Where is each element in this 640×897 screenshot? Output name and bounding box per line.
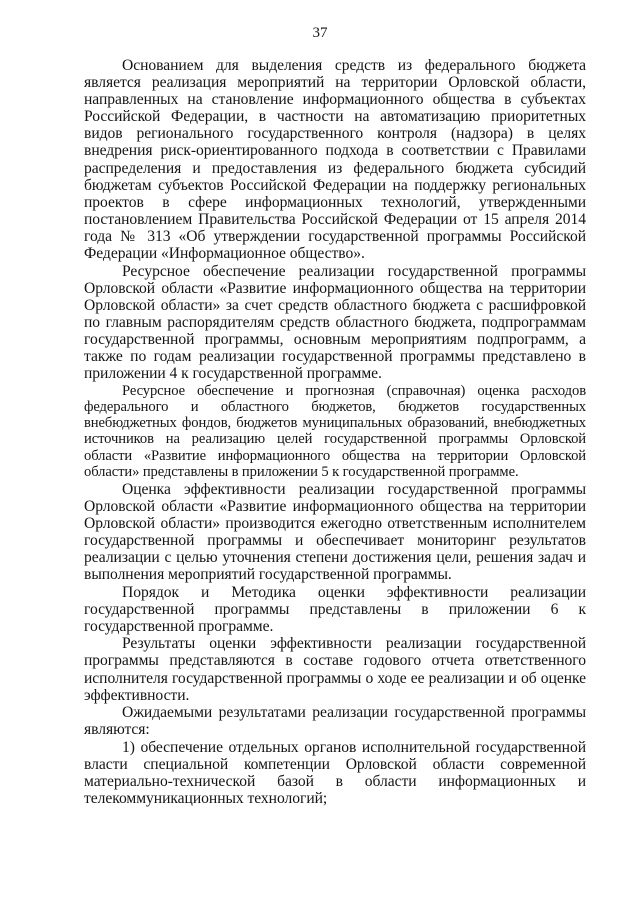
body-text	[84, 57, 586, 807]
paragraph-regional-budget-resources: Ресурсное обеспечение реализации государственной программы Орловской области «Развитие информационного общества на территории Орловской области» за счет средств областного бюджета с расшифровкой по главным распорядителям средств областного бюджета, подпрограммам государственной программы, основным мероприятиям подпрограмм, а также по годам реализации государственной программы представлено в приложении 4 к государственной программе.	[84, 262, 586, 383]
paragraph-funding-basis: Основанием для выделения средств из федерального бюджета является реализация мероприятий на территории Орловской области, направленных на становление информационного общества в субъектах Российской Федерации, в частности на автоматизацию приоритетных видов регионального государственного контроля (надзора) в целях внедрения риск-ориентированного подхода в соответствии с Правилами распределения и предоставления из федерального бюджета субсидий бюджетам субъектов Российской Федерации на поддержку региональных проектов в сфере информационных технологий, утвержденными постановлением Правительства Российской Федерации от 15 апреля 2014 года № 313 «Об утверждении государственной программы Российской Федерации «Информационное общество».	[84, 57, 586, 263]
paragraph-expected-results: Ожидаемыми результатами реализации государственной программы являются:	[84, 704, 586, 739]
paragraph-methodology: Порядок и Методика оценки эффективности реализации государственной программы представлены в приложении 6 к государственной программе.	[84, 583, 586, 635]
paragraph-forecast-estimate: Ресурсное обеспечение и прогнозная (справочная) оценка расходов федерального и областного бюджетов, бюджетов государственных внебюджетных фондов, бюджетов муниципальных образований, внебюджетных источников на реализацию целей государственной программы Орловской области «Развитие информационного общества на территории Орловской области» представлены в приложении 5 к государственной программе.	[84, 382, 586, 480]
paragraph-effectiveness-evaluation: Оценка эффективности реализации государственной программы Орловской области «Развитие информационного общества на территории Орловской области» производится ежегодно ответственным исполнителем государственной программы и обеспечивает мониторинг результатов реализации с целью уточнения степени достижения цели, решения задач и выполнения мероприятий государственной программы.	[84, 480, 586, 583]
paragraph-annual-report: Результаты оценки эффективности реализации государственной программы представляются в составе годового отчета ответственного исполнителя государственной программы о ходе ее реализации и об оценке эффективности.	[84, 635, 586, 704]
paragraph-result-item-1: 1) обеспечение отдельных органов исполнительной государственной власти специальной компетенции Орловской области современной материально-технической базой в области информационных и телекоммуникационных технологий;	[84, 738, 586, 808]
page-number: 37	[312, 25, 328, 41]
